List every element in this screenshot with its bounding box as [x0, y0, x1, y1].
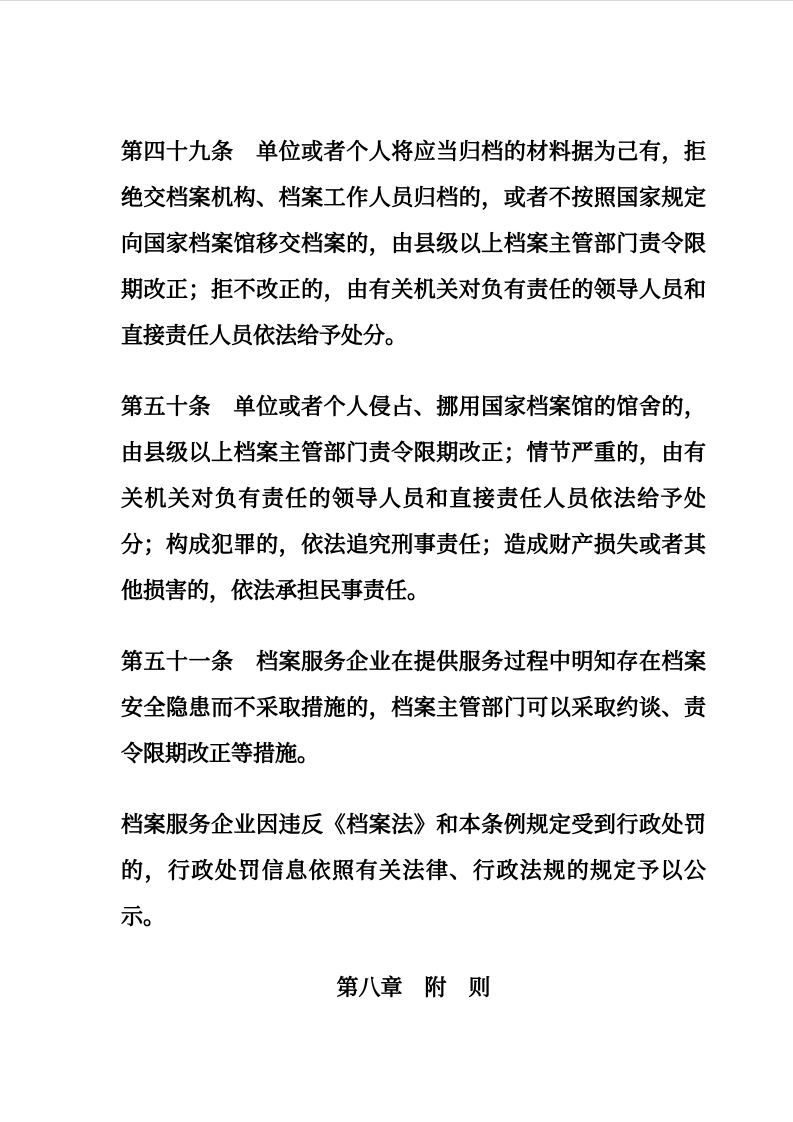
paragraph-article-51: 第五十一条 档案服务企业在提供服务过程中明知存在档案安全隐患而不采取措施的，档案主管部门可以采取约谈、责令限期改正等措施。: [121, 649, 706, 766]
paragraph-article-51-clause-2: 档案服务企业因违反《档案法》和本条例规定受到行政处罚的，行政处罚信息依照有关法律、行政法规的规定予以公示。: [121, 812, 706, 929]
document-body: [121, 129, 706, 1011]
paragraph-article-50: 第五十条 单位或者个人侵占、挪用国家档案馆的馆舍的，由县级以上档案主管部门责令限期改正；情节严重的，由有关机关对负有责任的领导人员和直接责任人员依法给予处分；构成犯罪的，依法追究刑事责任；造成财产损失或者其他损害的，依法承担民事责任。: [121, 394, 706, 603]
paragraph-article-49: 第四十九条 单位或者个人将应当归档的材料据为己有，拒绝交档案机构、档案工作人员归档的，或者不按照国家规定向国家档案馆移交档案的，由县级以上档案主管部门责令限期改正；拒不改正的，由有关机关对负有责任的领导人员和直接责任人员依法给予处分。: [121, 139, 706, 348]
chapter-heading: 第八章 附 则: [336, 975, 491, 1000]
